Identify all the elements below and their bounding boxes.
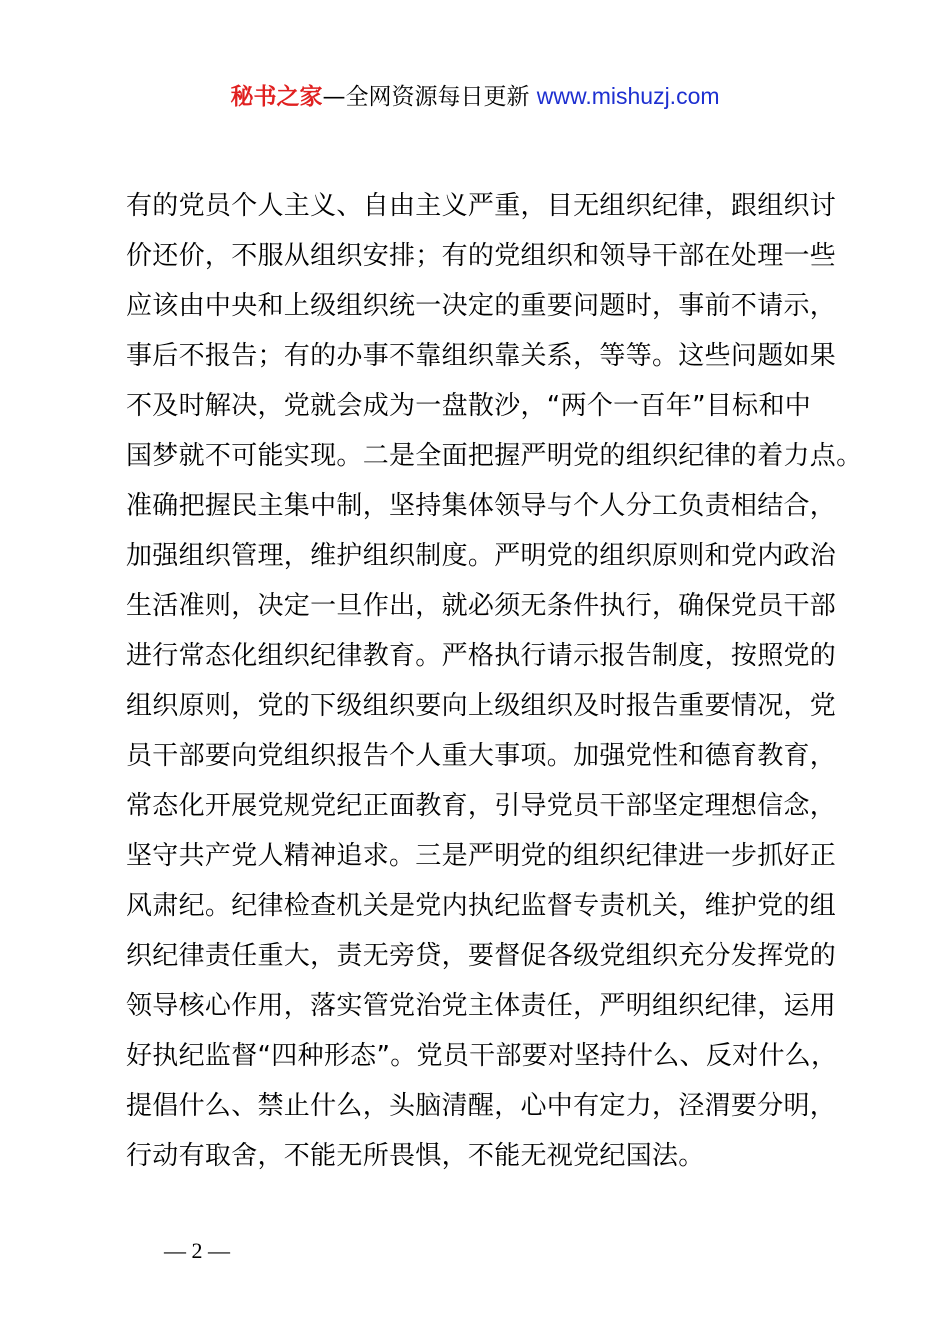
paragraph-line: 准确把握民主集中制，坚持集体领导与个人分工负责相结合， xyxy=(126,491,837,521)
paragraph-line: 进行常态化组织纪律教育。严格执行请示报告制度，按照党的 xyxy=(126,641,837,671)
paragraph-line: 织纪律责任重大，责无旁贷，要督促各级党组织充分发挥党的 xyxy=(126,941,837,971)
paragraph-line: 领导核心作用，落实管党治党主体责任，严明组织纪律，运用 xyxy=(126,991,837,1021)
site-url-link[interactable]: www.mishuzj.com xyxy=(536,83,720,109)
paragraph-line: 好执纪监督“四种形态”。党员干部要对坚持什么、反对什么， xyxy=(126,1041,838,1071)
brand-name: 秘书之家 xyxy=(230,84,323,110)
paragraph-line: 员干部要向党组织报告个人重大事项。加强党性和德育教育， xyxy=(126,741,837,771)
paragraph-line: 风肃纪。纪律检查机关是党内执纪监督专责机关，维护党的组 xyxy=(126,891,837,921)
paragraph-line: 行动有取舍，不能无所畏惧，不能无视党纪国法。 xyxy=(126,1141,705,1171)
paragraph-line: 事后不报告；有的办事不靠组织靠关系，等等。这些问题如果 xyxy=(126,341,837,371)
paragraph-line: 常态化开展党规党纪正面教育，引导党员干部坚定理想信念， xyxy=(126,791,837,821)
paragraph-line: 有的党员个人主义、自由主义严重，目无组织纪律，跟组织讨 xyxy=(126,191,837,221)
paragraph-line: 提倡什么、禁止什么，头脑清醒，心中有定力，泾渭要分明， xyxy=(126,1091,837,1121)
paragraph-line: 组织原则，党的下级组织要向上级组织及时报告重要情况，党 xyxy=(126,691,837,721)
document-body xyxy=(126,181,863,1181)
paragraph-line: 加强组织管理，维护组织制度。严明党的组织原则和党内政治 xyxy=(126,541,837,571)
paragraph-line: 价还价，不服从组织安排；有的党组织和领导干部在处理一些 xyxy=(126,241,837,271)
paragraph-line: 生活准则，决定一旦作出，就必须无条件执行，确保党员干部 xyxy=(126,591,837,621)
paragraph-line: 国梦就不可能实现。二是全面把握严明党的组织纪律的着力点。 xyxy=(126,441,863,471)
page-number: — 2 — xyxy=(164,1238,230,1263)
paragraph-line: 坚守共产党人精神追求。三是严明党的组织纪律进一步抓好正 xyxy=(126,841,837,871)
header-tagline: —全网资源每日更新 xyxy=(322,84,530,110)
site-header xyxy=(0,80,950,113)
paragraph-line: 不及时解决，党就会成为一盘散沙，“两个一百年”目标和中 xyxy=(126,391,812,421)
paragraph-line: 应该由中央和上级组织统一决定的重要问题时，事前不请示， xyxy=(126,291,837,321)
